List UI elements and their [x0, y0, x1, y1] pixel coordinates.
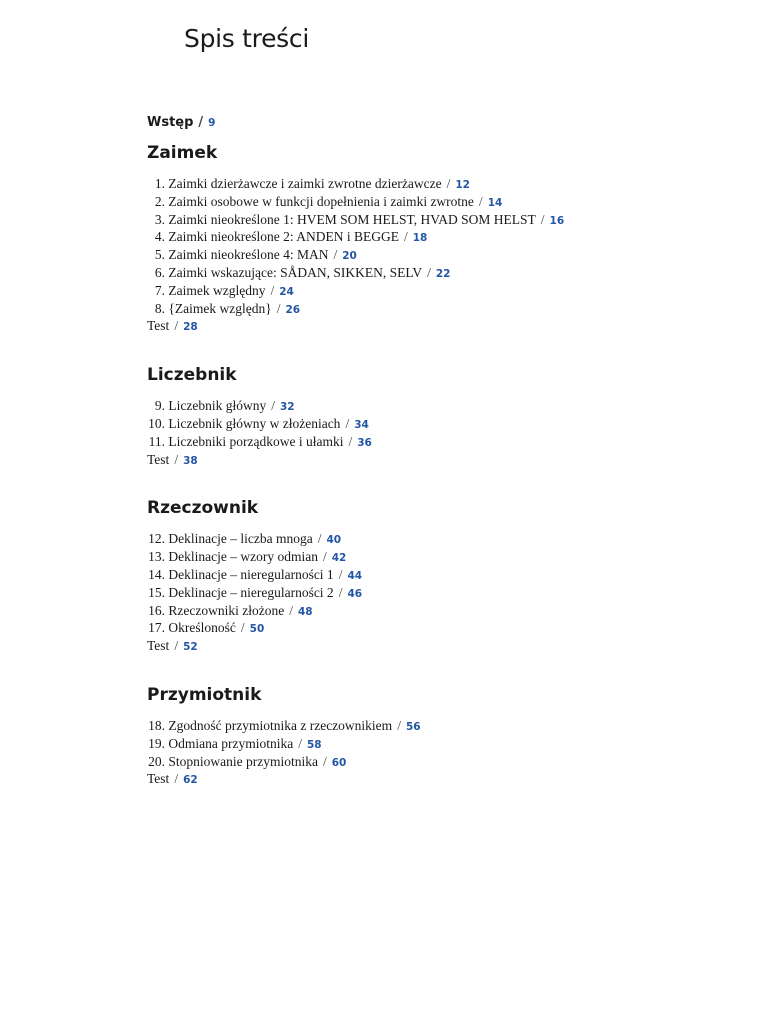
entry-number: 18. [148, 717, 165, 733]
entry-separator: / [270, 282, 275, 298]
entry-separator: / [174, 318, 179, 334]
entry-page-number: 52 [183, 641, 198, 654]
toc-intro-entry[interactable] [147, 114, 707, 132]
entry-number: 10. [148, 415, 165, 431]
entry-title: Liczebnik główny [168, 398, 267, 414]
entry-separator: / [427, 264, 431, 280]
entry-page-number: 40 [326, 534, 342, 547]
entry-title: Zaimki osobowe w funkcji dopełnienia i zaimki zwrotne [168, 193, 474, 209]
toc-entry[interactable] [147, 247, 707, 265]
entry-number: 9. [154, 398, 165, 414]
entry-title: Zaimki nieokreślone 1: HVEM SOM HELST, HVAD SOM HELST [168, 211, 536, 227]
entry-separator: / [403, 229, 408, 245]
entry-separator: / [174, 638, 179, 654]
entry-number: 2. [154, 193, 165, 209]
toc-entry[interactable] [147, 754, 707, 772]
entry-page-number: 32 [280, 401, 295, 414]
entry-page-number: 20 [342, 250, 357, 263]
entry-title: Określoność [168, 620, 236, 636]
toc-entry[interactable] [147, 452, 707, 470]
entry-title: Zgodność przymiotnika z rzeczownikiem [168, 717, 393, 733]
entry-page-number: 36 [357, 436, 372, 449]
entry-number: 20. [148, 753, 165, 769]
entry-number: 13. [148, 549, 165, 565]
entry-page-number: 26 [285, 303, 301, 316]
toc-entry[interactable] [147, 718, 707, 736]
entry-page-number: 44 [347, 569, 363, 582]
section-heading: Zaimek [147, 143, 218, 163]
entry-number: 14. [148, 566, 165, 582]
toc-entry[interactable] [147, 736, 707, 754]
entry-page-number: 34 [354, 418, 369, 431]
entry-title: Test [147, 318, 170, 334]
toc-sections [147, 142, 707, 789]
entry-number: 5. [154, 247, 165, 263]
toc-entry[interactable] [147, 416, 707, 434]
entry-title: Liczebniki porządkowe i ułamki [168, 433, 344, 449]
entry-separator: / [174, 771, 179, 787]
toc-entry[interactable] [147, 194, 707, 212]
toc-entry[interactable] [147, 567, 707, 585]
table-of-contents [147, 114, 707, 817]
entry-title: Deklinacje – liczba mnoga [168, 531, 313, 547]
entry-separator: / [446, 176, 451, 191]
section-entry-list [147, 718, 707, 789]
entry-title: Liczebnik główny w złożeniach [168, 415, 341, 431]
entry-number: 16. [148, 602, 165, 618]
entry-page-number: 24 [279, 285, 294, 298]
entry-title: Deklinacje – nieregularności 1 [168, 566, 334, 582]
entry-page-number: 22 [435, 267, 451, 280]
entry-title: Odmiana przymiotnika [168, 735, 294, 751]
toc-entry[interactable] [147, 620, 707, 638]
entry-title: Test [147, 638, 170, 654]
toc-entry[interactable] [147, 318, 707, 336]
entry-page-number: 46 [347, 587, 363, 600]
entry-page-number: 14 [487, 196, 503, 209]
section-heading: Liczebnik [147, 365, 237, 386]
section-heading: Rzeczownik [147, 498, 259, 519]
entry-page-number: 56 [405, 720, 421, 733]
entry-separator: / [338, 584, 343, 600]
toc-entry[interactable] [147, 212, 707, 230]
toc-section [147, 142, 707, 336]
toc-section [147, 364, 707, 469]
entry-number: 1. [154, 176, 165, 191]
entry-separator: / [240, 620, 245, 636]
entry-page-number: 28 [183, 321, 198, 334]
entry-page-number: 9 [208, 117, 216, 129]
section-heading: Przymiotnik [147, 684, 262, 705]
entry-separator: / [338, 566, 343, 582]
entry-title: Deklinacje – wzory odmian [168, 549, 318, 565]
toc-entry[interactable] [147, 434, 707, 452]
entry-title: Test [147, 451, 170, 467]
entry-separator: / [333, 247, 338, 263]
entry-separator: / [271, 398, 275, 414]
entry-page-number: 42 [331, 552, 347, 565]
entry-separator: / [289, 602, 293, 618]
entry-page-number: 12 [455, 179, 470, 191]
entry-number: 4. [154, 229, 165, 245]
entry-separator: / [345, 415, 350, 431]
entry-title: Deklinacje – nieregularności 2 [168, 584, 334, 600]
toc-entry[interactable] [147, 638, 707, 656]
toc-entry[interactable] [147, 771, 707, 789]
toc-entry[interactable] [147, 585, 707, 603]
entry-page-number: 58 [306, 738, 322, 751]
entry-page-number: 62 [183, 774, 198, 787]
entry-separator: / [540, 211, 545, 227]
entry-page-number: 50 [249, 623, 265, 636]
entry-separator: / [198, 115, 204, 130]
entry-number: 19. [148, 735, 165, 751]
entry-separator: / [317, 531, 322, 547]
entry-separator: / [478, 193, 483, 209]
page-title: Spis treści [184, 24, 309, 53]
entry-title: Rzeczowniki złożone [168, 602, 285, 618]
toc-entry[interactable] [147, 229, 707, 247]
entry-separator: / [348, 433, 353, 449]
entry-title: Zaimki nieokreślone 2: ANDEN i BEGGE [168, 229, 399, 245]
entry-separator: / [174, 451, 179, 467]
toc-entry[interactable] [147, 283, 707, 301]
entry-title: Wstęp [147, 115, 194, 130]
entry-number: 8. [154, 300, 165, 316]
entry-number: 3. [154, 211, 165, 227]
section-entry-list [147, 398, 707, 469]
entry-title: Zaimek względny [168, 282, 266, 298]
entry-page-number: 18 [412, 232, 428, 245]
entry-number: 11. [148, 433, 165, 449]
entry-page-number: 60 [331, 756, 347, 769]
entry-page-number: 48 [297, 605, 313, 618]
entry-separator: / [276, 300, 281, 316]
toc-entry[interactable] [147, 398, 707, 416]
toc-entry[interactable] [147, 549, 707, 567]
toc-entry[interactable] [147, 301, 707, 319]
section-entry-list [147, 176, 707, 336]
toc-section [147, 684, 707, 789]
toc-entry[interactable] [147, 176, 707, 194]
entry-separator: / [322, 753, 327, 769]
entry-number: 7. [154, 282, 165, 298]
entry-title: Stopniowanie przymiotnika [168, 753, 318, 769]
entry-number: 15. [148, 584, 165, 600]
entry-number: 12. [148, 531, 165, 547]
entry-number: 6. [154, 264, 165, 280]
section-entry-list [147, 531, 707, 656]
entry-title: Zaimki dzierżawcze i zaimki zwrotne dzierżawcze [168, 176, 442, 191]
entry-separator: / [322, 549, 327, 565]
entry-title: {Zaimek względn} [168, 300, 272, 316]
toc-entry[interactable] [147, 603, 707, 621]
entry-separator: / [397, 717, 401, 733]
toc-section [147, 497, 707, 656]
entry-title: Zaimki nieokreślone 4: MAN [168, 247, 329, 263]
entry-separator: / [298, 735, 302, 751]
entry-page-number: 16 [549, 214, 565, 227]
entry-number: 17. [148, 620, 165, 636]
entry-page-number: 38 [183, 454, 198, 467]
entry-title: Test [147, 771, 170, 787]
toc-entry[interactable] [147, 531, 707, 549]
entry-title: Zaimki wskazujące: SÅDAN, SIKKEN, SELV [168, 264, 423, 280]
toc-entry[interactable] [147, 265, 707, 283]
